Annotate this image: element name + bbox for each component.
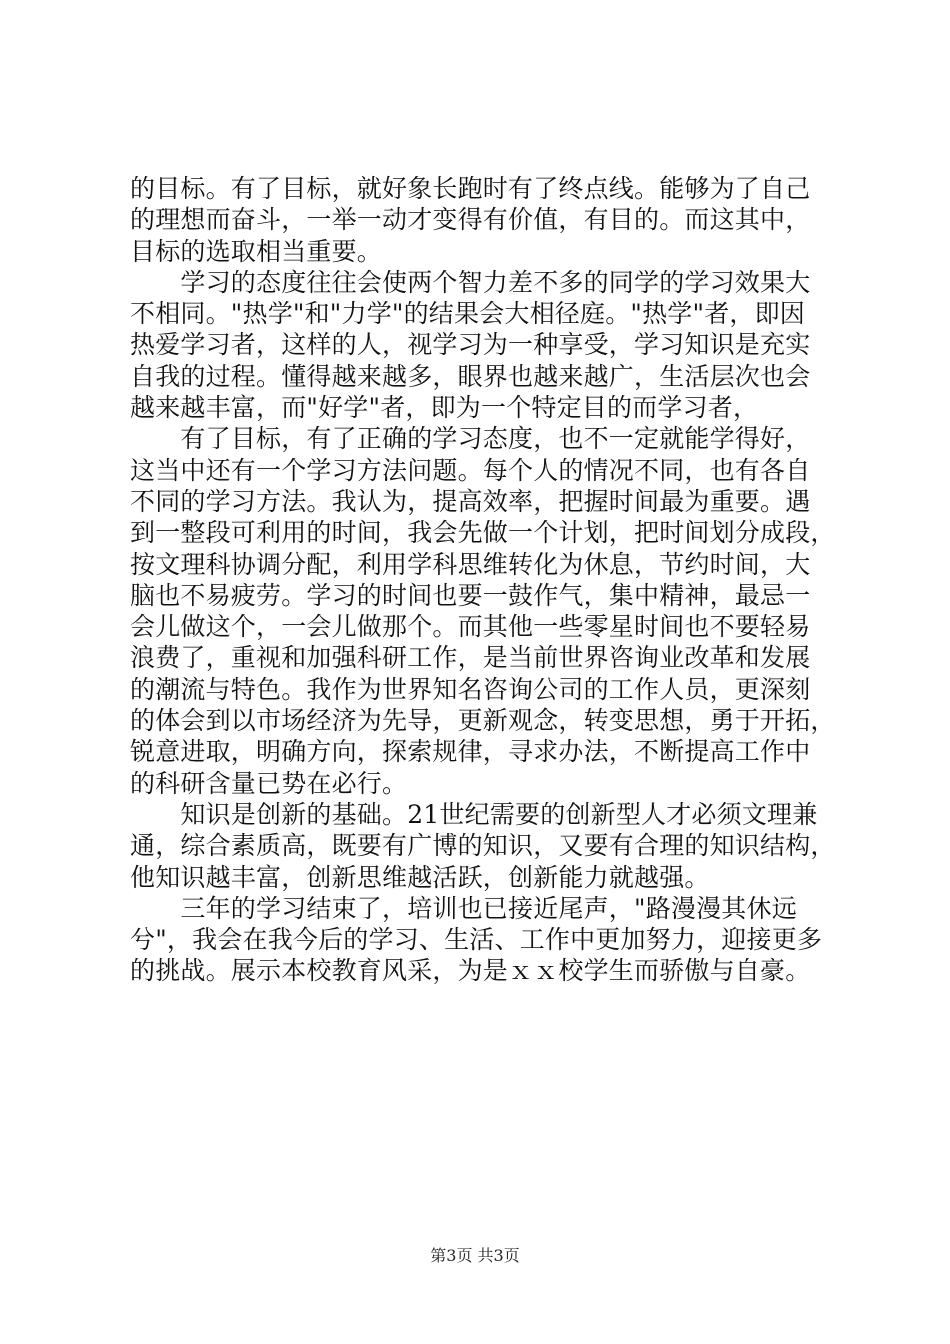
text-line: 不相同。"热学"和"力学"的结果会大相径庭。"热学"者，即因	[130, 299, 805, 329]
page-footer	[0, 1243, 950, 1266]
text-line: 兮"，我会在我今后的学习、生活、工作中更加努力，迎接更多	[130, 925, 823, 955]
text-line: 锐意进取，明确方向，探索规律，寻求办法，不断提高工作中	[130, 737, 811, 767]
text-line: 越来越丰富，而"好学"者，即为一个特定目的而学习者，	[130, 393, 759, 423]
text-line: 的理想而奋斗，一举一动才变得有价值，有目的。而这其中，	[130, 205, 811, 235]
text-line: 有了目标，有了正确的学习态度，也不一定就能学得好，	[130, 424, 811, 454]
text-line: 按文理科协调分配，利用学科思维转化为休息，节约时间，大	[130, 549, 811, 579]
text-line: 热爱学习者，这样的人，视学习为一种享受，学习知识是充实	[130, 330, 811, 360]
text-line: 通，综合素质高，既要有广博的知识，又要有合理的知识结构，	[130, 831, 836, 861]
text-line: 的科研含量已势在必行。	[130, 768, 408, 798]
text-line: 知识是创新的基础。21世纪需要的创新型人才必须文理兼	[130, 799, 818, 829]
body-text	[130, 173, 836, 987]
text-line: 目标的选取相当重要。	[130, 236, 383, 266]
text-line: 的体会到以市场经济为先导，更新观念，转变思想，勇于开拓，	[130, 706, 836, 736]
text-line: 学习的态度往往会使两个智力差不多的同学的学习效果大	[130, 267, 811, 297]
text-line: 这当中还有一个学习方法问题。每个人的情况不同，也有各自	[130, 455, 811, 485]
text-line: 脑也不易疲劳。学习的时间也要一鼓作气，集中精神，最忌一	[130, 580, 811, 610]
text-line: 的潮流与特色。我作为世界知名咨询公司的工作人员，更深刻	[130, 674, 811, 704]
text-line: 浪费了，重视和加强科研工作，是当前世界咨询业改革和发展	[130, 643, 811, 673]
text-line: 自我的过程。懂得越来越多，眼界也越来越广，生活层次也会	[130, 361, 811, 391]
text-line: 三年的学习结束了，培训也已接近尾声，"路漫漫其休远	[130, 893, 797, 923]
page-indicator: 第3页 共3页	[430, 1246, 520, 1265]
text-line: 的挑战。展示本校教育风采，为是ｘｘ校学生而骄傲与自豪。	[130, 956, 811, 986]
text-line: 的目标。有了目标，就好象长跑时有了终点线。能够为了自己	[130, 174, 811, 203]
text-line: 不同的学习方法。我认为，提高效率，把握时间最为重要。遇	[130, 486, 811, 516]
text-line: 到一整段可利用的时间，我会先做一个计划，把时间划分成段，	[130, 518, 836, 548]
text-line: 他知识越丰富，创新思维越活跃，创新能力就越强。	[130, 862, 710, 892]
text-line: 会儿做这个，一会儿做那个。而其他一些零星时间也不要轻易	[130, 612, 811, 642]
